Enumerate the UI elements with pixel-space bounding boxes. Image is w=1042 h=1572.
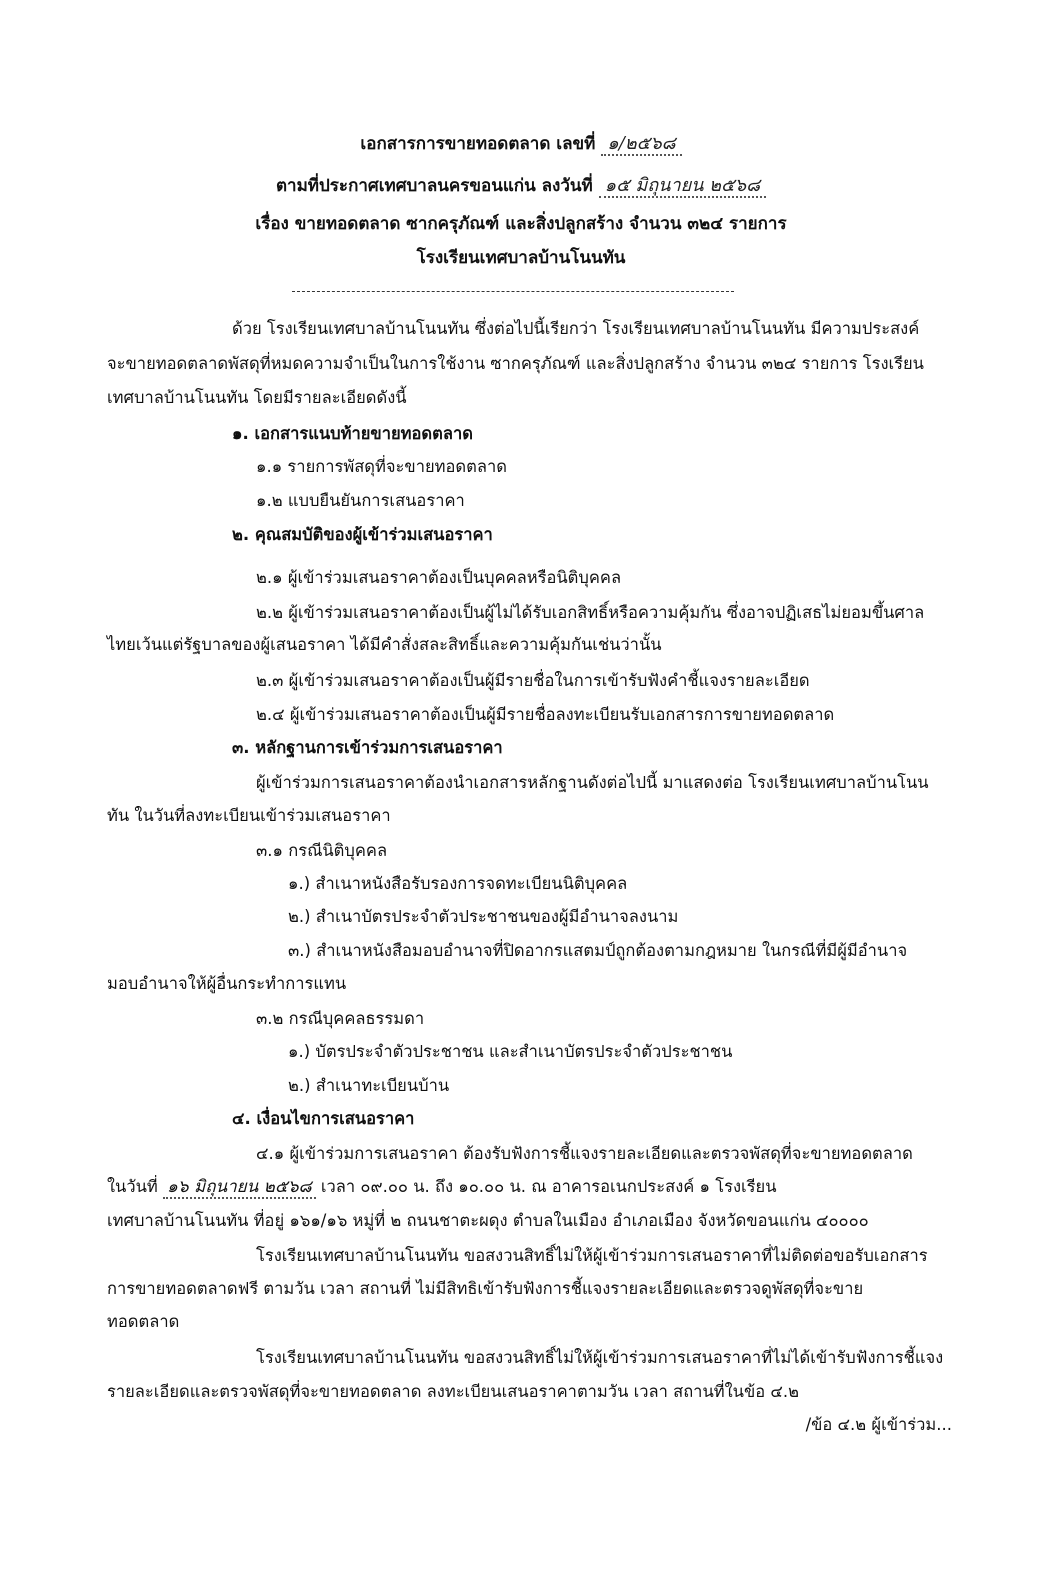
section-3-sub-1-item-1: ๑.) สำเนาหนังสือรับรองการจดทะเบียนนิติบุคคล [288, 874, 628, 893]
section-3-sub-1-item-3: ๓.) สำเนาหนังสือมอบอำนาจที่ปิดอากรแสตมป์ถูกต้องตามกฎหมาย ในกรณีที่มีผู้มีอำนาจ [288, 941, 908, 960]
section-4-para-3: โรงเรียนเทศบาลบ้านโนนทัน ขอสงวนสิทธิ์ไม่ให้ผู้เข้าร่วมการเสนอราคาที่ไม่ได้เข้ารับฟังการชี้แจง [256, 1348, 944, 1367]
section-1-title: ๑. เอกสารแนบท้ายขายทอดตลาด [232, 424, 473, 443]
section-4-para-2-end: ทอดตลาด [107, 1312, 180, 1331]
section-2-title: ๒. คุณสมบัติของผู้เข้าร่วมเสนอราคา [232, 525, 493, 544]
section-2-item-3: ๒.๓ ผู้เข้าร่วมเสนอราคาต้องเป็นผู้มีรายชื่อในการเข้ารับฟังคำชี้แจงรายละเอียด [256, 671, 810, 690]
section-1-item-1: ๑.๑ รายการพัสดุที่จะขายทอดตลาด [256, 457, 507, 476]
section-3-sub-2: ๓.๒ กรณีบุคคลธรรมดา [256, 1009, 425, 1028]
doc-number-line [0, 128, 1042, 157]
section-2-item-4: ๒.๔ ผู้เข้าร่วมเสนอราคาต้องเป็นผู้มีรายชื่อลงทะเบียนรับเอกสารการขายทอดตลาด [256, 705, 835, 724]
section-3-para-1: ผู้เข้าร่วมการเสนอราคาต้องนำเอกสารหลักฐานดังต่อไปนี้ มาแสดงต่อ โรงเรียนเทศบาลบ้านโนน [256, 773, 929, 792]
header-divider [292, 291, 734, 292]
announce-date-line [0, 170, 1042, 199]
school-name: โรงเรียนเทศบาลบ้านโนนทัน [416, 248, 626, 268]
meeting-time-place: เวลา ๐๙.๐๐ น. ถึง ๑๐.๐๐ น. ณ อาคารอเนกประสงค์ ๑ โรงเรียน [320, 1177, 777, 1196]
announce-date-label: ตามที่ประกาศเทศบาลนครขอนแก่น ลงวันที่ [276, 176, 593, 196]
section-4-para-2-cont: การขายทอดตลาดฟรี ตามวัน เวลา สถานที่ ไม่มีสิทธิเข้ารับฟังการชี้แจงรายละเอียดและตรวจดูพัสดุที่จะขาย [107, 1279, 864, 1298]
subject-line: เรื่อง ขายทอดตลาด ซากครุภัณฑ์ และสิ่งปลูกสร้าง จำนวน ๓๒๔ รายการ [255, 214, 787, 234]
section-3-sub-2-item-1: ๑.) บัตรประจำตัวประชาชน และสำเนาบัตรประจำตัวประชาชน [288, 1042, 733, 1061]
section-4-meeting-line [107, 1176, 776, 1198]
announce-date-value: ๑๕ มิถุนายน ๒๕๖๘ [599, 175, 766, 198]
intro-line-2: จะขายทอดตลาดพัสดุที่หมดความจำเป็นในการใช้งาน ซากครุภัณฑ์ และสิ่งปลูกสร้าง จำนวน ๓๒๔ รายการ โรงเรียน [107, 354, 924, 373]
section-4-address: เทศบาลบ้านโนนทัน ที่อยู่ ๑๖๑/๑๖ หมู่ที่ ๒ ถนนชาตะผดุง ตำบลในเมือง อำเภอเมือง จังหวัดขอนแก่น ๔๐๐๐๐ [107, 1211, 869, 1230]
meeting-date-value: ๑๖ มิถุนายน ๒๕๖๘ [163, 1177, 316, 1199]
section-2-item-1: ๒.๑ ผู้เข้าร่วมเสนอราคาต้องเป็นบุคคลหรือนิติบุคคล [256, 568, 622, 587]
section-2-item-2-cont: ไทยเว้นแต่รัฐบาลของผู้เสนอราคา ได้มีคำสั่งสละสิทธิ์และความคุ้มกันเช่นว่านั้น [107, 635, 662, 654]
section-3-sub-1-item-3-cont: มอบอำนาจให้ผู้อื่นกระทำการแทน [107, 974, 347, 993]
section-4-para-3-cont: รายละเอียดและตรวจพัสดุที่จะขายทอดตลาด ลงทะเบียนเสนอราคาตามวัน เวลา สถานที่ในข้อ ๔.๒ [107, 1382, 799, 1401]
section-3-sub-2-item-2: ๒.) สำเนาทะเบียนบ้าน [288, 1076, 450, 1095]
section-3-sub-1-item-2: ๒.) สำเนาบัตรประจำตัวประชาชนของผู้มีอำนาจลงนาม [288, 907, 679, 926]
doc-number-label: เอกสารการขายทอดตลาด เลขที่ [360, 134, 596, 154]
continuation-note: /ข้อ ๔.๒ ผู้เข้าร่วม... [805, 1415, 952, 1434]
section-4-para-2: โรงเรียนเทศบาลบ้านโนนทัน ขอสงวนสิทธิ์ไม่ให้ผู้เข้าร่วมการเสนอราคาที่ไม่ติดต่อขอรับเอกสาร [256, 1246, 928, 1265]
section-4-title: ๔. เงื่อนไขการเสนอราคา [232, 1109, 415, 1128]
section-3-title: ๓. หลักฐานการเข้าร่วมการเสนอราคา [232, 738, 503, 757]
intro-line-3: เทศบาลบ้านโนนทัน โดยมีรายละเอียดดังนี้ [107, 388, 407, 407]
section-2-item-2: ๒.๒ ผู้เข้าร่วมเสนอราคาต้องเป็นผู้ไม่ได้รับเอกสิทธิ์หรือความคุ้มกัน ซึ่งอาจปฏิเสธไม่ยอมขึ้นศาล [256, 603, 925, 622]
section-3-para-1-cont: ทัน ในวันที่ลงทะเบียนเข้าร่วมเสนอราคา [107, 806, 391, 825]
doc-number-value: ๑/๒๕๖๘ [601, 133, 681, 156]
section-4-para-1: ๔.๑ ผู้เข้าร่วมการเสนอราคา ต้องรับฟังการชี้แจงรายละเอียดและตรวจพัสดุที่จะขายทอดตลาด [256, 1144, 913, 1163]
section-3-sub-1: ๓.๑ กรณีนิติบุคคล [256, 841, 388, 860]
intro-line-1: ด้วย โรงเรียนเทศบาลบ้านโนนทัน ซึ่งต่อไปนี้เรียกว่า โรงเรียนเทศบาลบ้านโนนทัน มีความประสงค์ [232, 319, 920, 338]
section-1-item-2: ๑.๒ แบบยืนยันการเสนอราคา [256, 491, 465, 510]
meeting-date-label: ในวันที่ [107, 1177, 158, 1196]
